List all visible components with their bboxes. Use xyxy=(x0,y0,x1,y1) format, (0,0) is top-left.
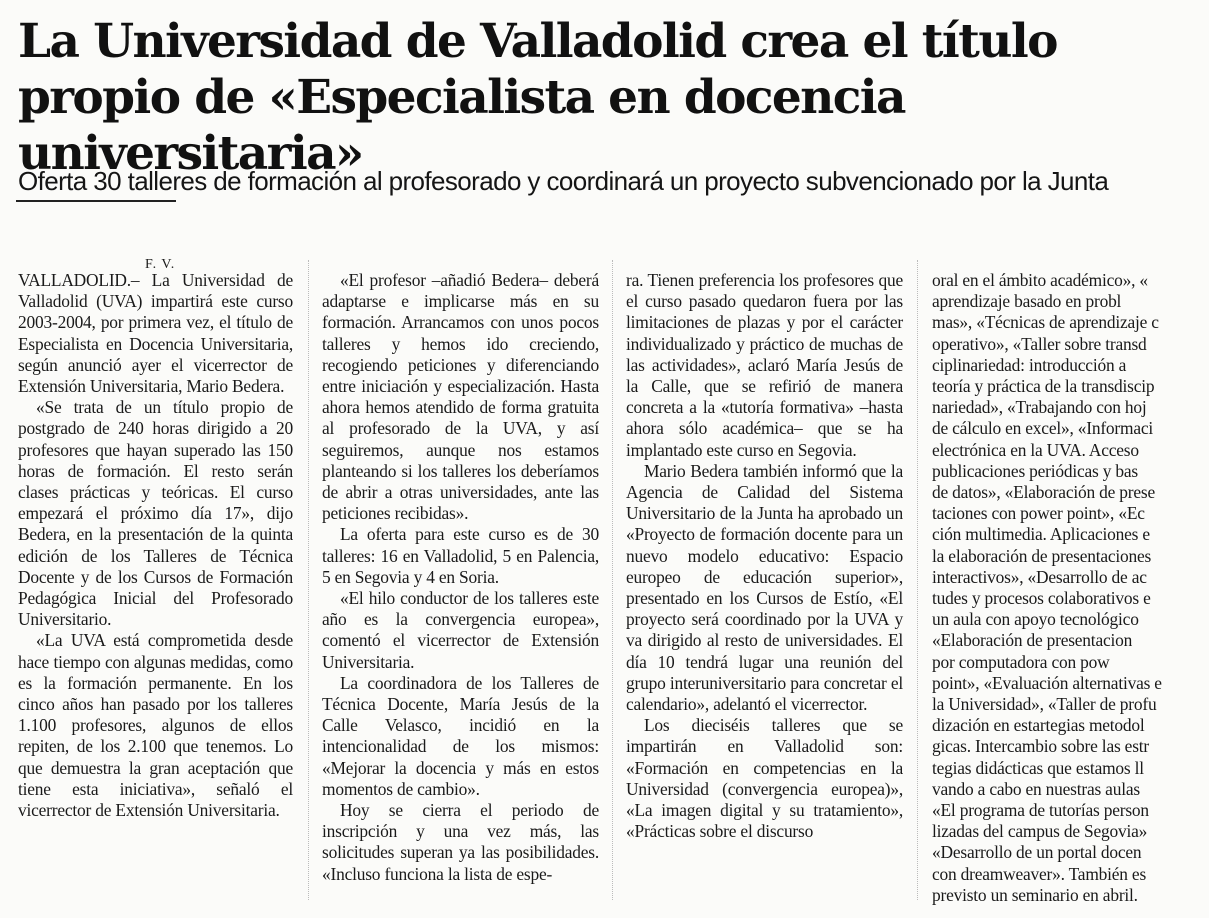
article-column-2 xyxy=(322,270,599,890)
subtitle: Oferta 30 talleres de formación al profesorado y coordinará un proyecto subvencionado por la Junta xyxy=(18,166,1109,196)
paragraph: «La UVA está comprometida desde hace tiempo con algunas medidas, como es la formación permanente. En los cinco años han pasado por los talleres 1.100 profesores, algunos de ellos repiten, de los 2.100 que tenemos. Lo que demuestra la gran aceptación que tiene esta iniciativa», señaló el vicerrector de Extensión Universitaria. xyxy=(18,630,293,821)
paragraph: Hoy se cierra el periodo de inscripción y una vez más, las solicitudes superan ya las posibilidades. «Incluso funciona la lista de espe- xyxy=(322,800,599,884)
article-column-4 xyxy=(932,270,1209,905)
column-divider xyxy=(308,260,309,900)
paragraph: VALLADOLID.– La Universidad de Valladolid (UVA) impartirá este curso 2003-2004, por primera vez, el título de Especialista en Docencia Universitaria, según anunció ayer el vicerrector de Extensión Universitaria, Mario Bedera. xyxy=(18,270,293,397)
paragraph: Mario Bedera también informó que la Agencia de Calidad del Sistema Universitario de la Junta ha aprobado un «Proyecto de formación docente para un nuevo modelo educativo: Espacio europeo de educación superior», presentado en los Cursos de Estío, «El proyecto será coordinado por la UVA y va dirigido al resto de universidades. El día 10 tendrá lugar una reunión del grupo interuniversitario para concretar el calendario», adelantó el vicerrector. xyxy=(626,460,903,715)
byline: F. V. xyxy=(145,257,176,272)
article-column-1 xyxy=(18,270,293,890)
article-column-3 xyxy=(626,270,903,890)
paragraph: ra. Tienen preferencia los profesores que el curso pasado quedaron fuera por las limitaciones de plazas y por el carácter individualizado y práctico de muchas de las actividades», aclaró María Jesús de la Calle, que se refirió de manera concreta a la «tutoría formativa» –hasta ahora sólo académica– que se ha implantado este curso en Segovia. xyxy=(626,270,903,460)
subtitle-rule xyxy=(16,200,176,202)
headline: La Universidad de Valladolid crea el título propio de «Especialista en docencia universitaria» xyxy=(18,14,1057,181)
paragraph: «El hilo conductor de los talleres este año es la convergencia europea», comentó el vicerrector de Extensión Universitaria. xyxy=(322,588,599,672)
paragraph: Los dieciséis talleres que se impartirán en Valladolid son: «Formación en competencias en la Universidad (convergencia europea)», «La imagen digital y su tratamiento», «Prácticas sobre el discurso xyxy=(626,715,903,842)
paragraph: La oferta para este curso es de 30 talleres: 16 en Valladolid, 5 en Palencia, 5 en Segovia y 4 en Soria. xyxy=(322,524,599,587)
paragraph: «El profesor –añadió Bedera– deberá adaptarse e implicarse más en su formación. Arrancamos con unos pocos talleres y hemos ido creciendo, recogiendo peticiones y diferenciando entre iniciación y especialización. Hasta ahora hemos atendido de forma gratuita al profesorado de la UVA, y así seguiremos, aunque nos estamos planteando si los talleres los deberíamos de abrir a otras universidades, ante las peticiones recibidas». xyxy=(322,270,599,524)
paragraph: oral en el ámbito académico», « aprendizaje basado en probl mas», «Técnicas de aprendizaje c operativo», «Taller sobre transd ciplinariedad: introducción a teoría y práctica de la transdiscip nariedad», «Trabajando con hoj de cálculo en excel», «Informaci electrónica en la UVA. Acceso publicaciones periódicas y bas de datos», «Elaboración de prese taciones con power point», «Ec ción multimedia. Aplicaciones e la elaboración de presentaciones interactivos», «Desarrollo de ac tudes y procesos colaborativos e un aula con apoyo tecnológico «Elaboración de presentacion por computadora con pow point», «Evaluación alternativas e la Universidad», «Taller de profu dización en estartegias metodol gicas. Intercambio sobre las estr tegias didácticas que estamos ll vando a cabo en nuestras aulas «El programa de tutorías person lizadas del campus de Segovia» «Desarrollo de un portal docen con dreamweaver». También es previsto un seminario en abril. xyxy=(932,270,1162,905)
paragraph: La coordinadora de los Talleres de Técnica Docente, María Jesús de la Calle Velasco, incidió en la intencionalidad de los mismos: «Mejorar la docencia y más en estos momentos de cambio». xyxy=(322,672,599,799)
column-divider xyxy=(612,260,613,900)
column-divider xyxy=(917,260,918,900)
paragraph: «Se trata de un título propio de postgrado de 240 horas dirigido a 20 profesores que hayan superado las 150 horas de formación. El resto serán clases prácticas y teóricas. El curso empezará el próximo día 17», dijo Bedera, en la presentación de la quinta edición de los Talleres de Técnica Docente y de los Cursos de Formación Pedagógica Inicial del Profesorado Universitario. xyxy=(18,397,293,630)
